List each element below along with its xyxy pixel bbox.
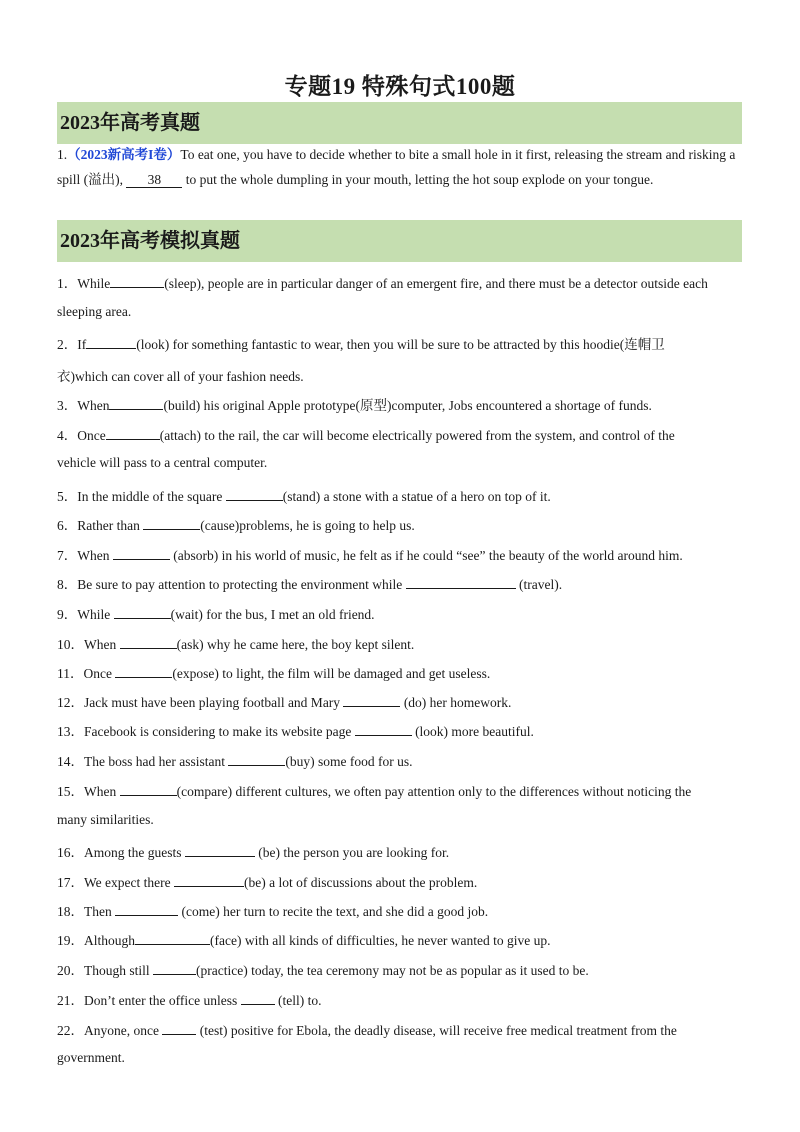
question-text-before: 16．Among the guests (57, 845, 185, 860)
question-line (57, 662, 490, 682)
question-text-before: sleeping area. (57, 304, 132, 319)
question-text-after: (cause)problems, he is going to help us. (200, 518, 415, 533)
question-line (57, 603, 375, 623)
question-line (57, 720, 534, 740)
answer-blank[interactable] (143, 515, 200, 530)
question-text-after: (expose) to light, the film will be damaged and get useless. (172, 666, 491, 681)
question-line (57, 304, 131, 320)
question-text-after: (be) a lot of discussions about the problem. (244, 875, 478, 890)
answer-blank[interactable] (113, 545, 170, 560)
question-text-after: (practice) today, the tea ceremony may not be as popular as it used to be. (196, 963, 589, 978)
question-text-after: (travel). (515, 577, 563, 592)
question-text-before: 11．Once (57, 666, 116, 681)
question-text-before: 6．Rather than (57, 518, 144, 533)
question-line (57, 989, 321, 1009)
question-1-real-exam (57, 142, 747, 192)
question-text-before: 17．We expect there (57, 875, 174, 890)
section-heading-real-exam: 2023年高考真题 (57, 102, 742, 144)
answer-blank[interactable] (174, 872, 244, 887)
question-text-after: to put the whole dumpling in your mouth, letting the hot soup explode on your tongue. (185, 172, 654, 187)
question-text-before: 9．While (57, 607, 114, 622)
question-text-before: 19．Although (57, 933, 136, 948)
question-text-before: 5．In the middle of the square (57, 489, 226, 504)
question-text-after: (tell) to. (274, 993, 322, 1008)
answer-blank[interactable] (185, 842, 255, 857)
page-title: 专题19 特殊句式100题 (284, 74, 516, 99)
question-text-before: 2．If (57, 337, 87, 352)
question-text-before: 13．Facebook is considering to make its website page (57, 724, 355, 739)
question-line (57, 750, 412, 770)
answer-blank[interactable] (120, 781, 177, 796)
question-line (57, 929, 551, 949)
question-text-before: government. (57, 1050, 125, 1065)
question-text-before: many similarities. (57, 812, 154, 827)
question-text-after: (test) positive for Ebola, the deadly disease, will receive free medical treatment from the (196, 1023, 677, 1038)
answer-blank[interactable] (115, 663, 172, 678)
answer-blank[interactable] (343, 692, 400, 707)
question-line (57, 365, 304, 385)
answer-blank[interactable] (106, 425, 160, 440)
answer-blank[interactable] (114, 604, 171, 619)
answer-blank[interactable] (86, 334, 136, 349)
question-text-after: (be) the person you are looking for. (254, 845, 450, 860)
question-line (57, 333, 665, 353)
answer-blank[interactable] (355, 721, 412, 736)
question-line (57, 691, 511, 711)
answer-blank[interactable] (226, 486, 283, 501)
question-text-after: (face) with all kinds of difficulties, he never wanted to give up. (210, 933, 551, 948)
answer-blank[interactable] (228, 751, 285, 766)
question-line (57, 394, 652, 414)
question-text-after: (wait) for the bus, I met an old friend. (170, 607, 375, 622)
answer-blank[interactable] (115, 901, 178, 916)
answer-blank[interactable] (162, 1020, 196, 1035)
question-text-after: (build) his original Apple prototype(原型)computer, Jobs encountered a shortage of funds. (163, 398, 652, 413)
question-line (57, 455, 267, 471)
exam-source-tag: （2023新高考I卷） (67, 147, 181, 162)
question-text-after: (come) her turn to recite the text, and she did a good job. (178, 904, 489, 919)
question-line (57, 959, 589, 979)
question-line (57, 485, 551, 505)
question-text-after: (compare) different cultures, we often pay attention only to the differences without noticing the (176, 784, 692, 799)
answer-blank[interactable] (241, 990, 275, 1005)
question-text-before: vehicle will pass to a central computer. (57, 455, 268, 470)
question-text-after: (ask) why he came here, the boy kept silent. (176, 637, 415, 652)
question-text-after: (attach) to the rail, the car will become electrically powered from the system, and control of the (159, 428, 675, 443)
question-text-after: (look) for something fantastic to wear, then you will be sure to be attracted by this hoodie(连帽卫 (136, 337, 665, 352)
question-text-before: 8．Be sure to pay attention to protecting the environment while (57, 577, 406, 592)
question-text-before: 1．While (57, 276, 111, 291)
question-text-before: 20．Though still (57, 963, 154, 978)
answer-blank[interactable] (109, 395, 163, 410)
answer-blank[interactable] (110, 273, 164, 288)
question-line (57, 1050, 125, 1066)
question-line (57, 573, 562, 593)
question-text-before: 21．Don’t enter the office unless (57, 993, 241, 1008)
answer-blank: 38 (126, 172, 182, 188)
question-text-before: 12．Jack must have been playing football and Mary (57, 695, 344, 710)
question-text-after: (do) her homework. (400, 695, 512, 710)
question-line (57, 514, 415, 534)
question-line (57, 544, 683, 564)
question-text-before: 3．When (57, 398, 110, 413)
question-text-before: 7．When (57, 548, 113, 563)
question-line (57, 900, 488, 920)
section-heading-mock-exam: 2023年高考模拟真题 (57, 220, 742, 262)
question-line (57, 812, 154, 828)
question-text-before: 14．The boss had her assistant (57, 754, 229, 769)
question-text-before: 4．Once (57, 428, 106, 443)
question-text-after: (stand) a stone with a statue of a hero on top of it. (282, 489, 551, 504)
question-text-after: (absorb) in his world of music, he felt as if he could “see” the beauty of the world around him. (169, 548, 683, 563)
question-text-before: 衣)which can cover all of your fashion needs. (57, 369, 304, 384)
question-text-after: (sleep), people are in particular danger of an emergent fire, and there must be a detector outside each (164, 276, 708, 291)
question-text-after: (buy) some food for us. (285, 754, 413, 769)
answer-blank[interactable] (120, 634, 177, 649)
question-line (57, 841, 449, 861)
question-line (57, 272, 708, 292)
question-text-before: 10．When (57, 637, 120, 652)
question-line (57, 424, 675, 444)
answer-blank[interactable] (135, 930, 210, 945)
question-text-before: 22．Anyone, once (57, 1023, 163, 1038)
question-text-before: To eat one, you have to decide whether to bite a small hole in it first, releasing the stream and risking a spill (溢出), (57, 147, 736, 187)
question-text-before: 15．When (57, 784, 120, 799)
question-line (57, 780, 691, 800)
answer-blank[interactable] (153, 960, 196, 975)
question-text-after: (look) more beautiful. (411, 724, 534, 739)
question-text-before: 18．Then (57, 904, 116, 919)
question-line (57, 1019, 677, 1039)
question-number: 1. (57, 147, 68, 162)
answer-blank[interactable] (406, 574, 516, 589)
question-line (57, 633, 414, 653)
question-line (57, 871, 477, 891)
